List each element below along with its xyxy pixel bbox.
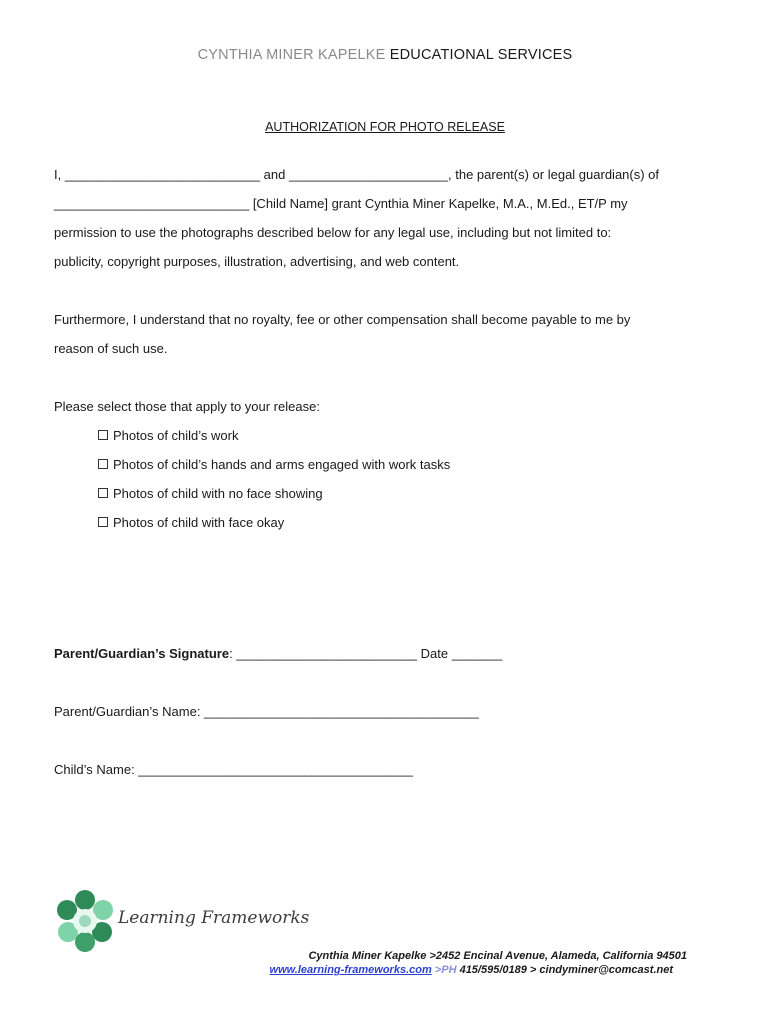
option-childs-work[interactable] — [98, 428, 239, 443]
logo-text: Learning Frameworks — [118, 908, 310, 928]
letterhead-services: EDUCATIONAL SERVICES — [389, 47, 573, 63]
option-no-face[interactable] — [98, 486, 323, 501]
select-prompt: Please select those that apply to your release: — [54, 399, 320, 414]
guardian-name-line[interactable]: Parent/Guardian’s Name: ______________________________________ — [54, 704, 479, 719]
letterhead — [0, 47, 770, 63]
website-link[interactable]: www.learning-frameworks.com — [269, 964, 432, 976]
body-line-2: ___________________________ [Child Name] grant Cynthia Miner Kapelke, M.A., M.Ed., ET/P my — [54, 196, 628, 211]
option-hands-arms[interactable] — [98, 457, 450, 472]
checkbox-icon[interactable] — [98, 488, 108, 498]
body-line-5: Furthermore, I understand that no royalty, fee or other compensation shall become payable to me by — [54, 312, 631, 327]
body-line-1: I, ___________________________ and ______________________, the parent(s) or legal guardian(s) of — [54, 167, 660, 182]
body-line-3: permission to use the photographs described below for any legal use, including but not limited to: — [54, 225, 612, 240]
footer-address: Cynthia Miner Kapelke >2452 Encinal Avenue, Alameda, California 94501 — [308, 950, 687, 962]
document-title: AUTHORIZATION FOR PHOTO RELEASE — [265, 120, 505, 134]
learning-frameworks-logo — [54, 888, 310, 958]
phone-prefix: PH — [441, 964, 457, 976]
separator: > — [431, 964, 442, 976]
option-label: Photos of child with no face showing — [113, 486, 323, 501]
checkbox-icon[interactable] — [98, 459, 108, 469]
option-face-okay[interactable] — [98, 515, 284, 530]
flower-icon — [54, 888, 116, 954]
option-label: Photos of child’s work — [113, 428, 239, 443]
body-line-4: publicity, copyright purposes, illustration, advertising, and web content. — [54, 254, 460, 269]
signature-field[interactable]: : _________________________ Date _______ — [229, 646, 503, 661]
contact-details: 415/595/0189 > cindyminer@comcast.net — [456, 964, 673, 976]
body-line-6: reason of such use. — [54, 341, 168, 356]
child-name-line[interactable]: Child’s Name: ______________________________________ — [54, 762, 414, 777]
signature-line[interactable] — [54, 646, 502, 661]
signature-label: Parent/Guardian’s Signature — [54, 646, 230, 661]
checkbox-icon[interactable] — [98, 430, 108, 440]
checkbox-icon[interactable] — [98, 517, 108, 527]
footer-contact — [270, 964, 673, 976]
option-label: Photos of child with face okay — [113, 515, 285, 530]
option-label: Photos of child’s hands and arms engaged with work tasks — [113, 457, 451, 472]
letterhead-name: CYNTHIA MINER KAPELKE — [197, 47, 386, 63]
